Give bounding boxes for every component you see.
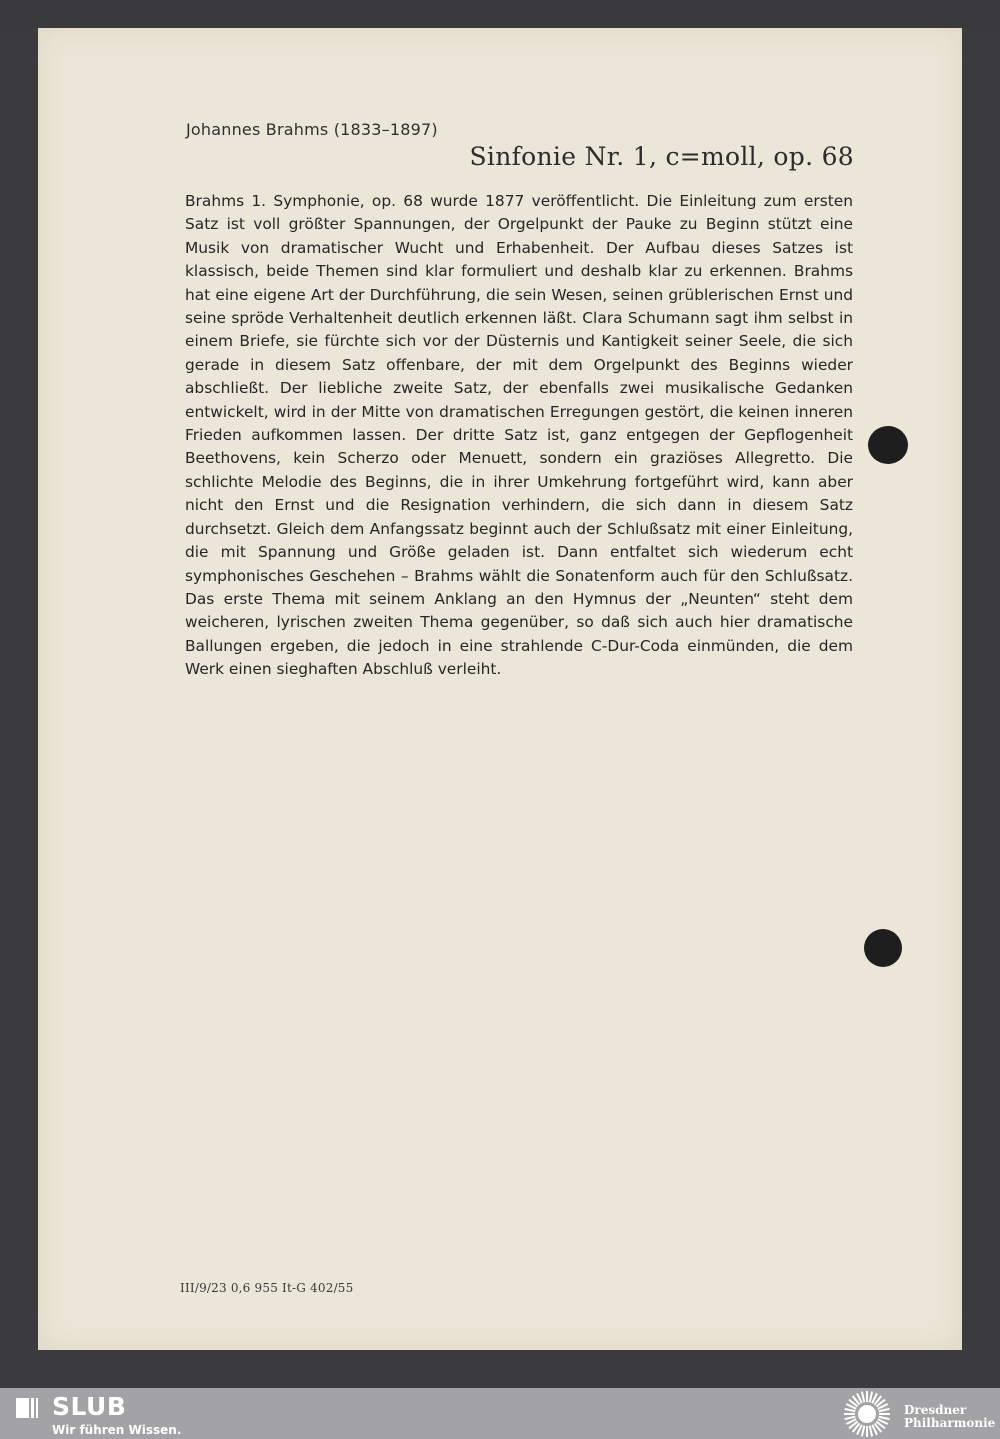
philharmonie-name-line2: Philharmonie [904, 1416, 996, 1430]
punch-hole [868, 426, 908, 464]
work-title: Sinfonie Nr. 1, c=moll, op. 68 [469, 142, 854, 171]
footer-bar [0, 1388, 1000, 1439]
philharmonie-name-line1: Dresdner [904, 1403, 967, 1417]
program-note-text: Brahms 1. Symphonie, op. 68 wurde 1877 veröffentlicht. Die Einleitung zum ersten Satz ist voll größter Spannungen, der Orgelpunkt der Pauke zu Beginn stützt eine Musik von dramatischer Wucht und Erhabenheit. Der Aufbau dieses Satzes ist klassisch, beide Themen sind klar formuliert und deshalb klar zu erkennen. Brahms hat eine eigene Art der Durchführung, die sein Wesen, seinen grüblerischen Ernst und seine spröde Verhaltenheit deutlich erkennen läßt. Clara Schumann sagt ihm selbst in einem Briefe, sie fürchte sich vor der Düsternis und Kantigkeit seiner Seele, die sich gerade in diesem Satz offenbare, der mit dem Orgelpunkt des Beginns wieder abschließt. Der liebliche zweite Satz, der ebenfalls zwei musikalische Gedanken entwickelt, wird in der Mitte von dramatischen Erregungen gestört, die keinen inneren Frieden aufkommen lassen. Der dritte Satz ist, ganz entgegen der Gepflogenheit Beethovens, kein Scherzo oder Menuett, sondern ein graziöses Allegretto. Die schlichte Melodie des Beginns, die in ihrer Umkehrung fortgeführt wird, kann aber nicht den Ernst und die Resignation verhindern, die sich dann in diesem Satz durchsetzt. Gleich dem Anfangssatz beginnt auch der Schlußsatz mit einer Einleitung, die mit Spannung und Größe geladen ist. Dann entfaltet sich wiederum echt symphonisches Geschehen – Brahms wählt die Sonatenform auch für den Schlußsatz. Das erste Thema mit seinem Anklang an den Hymnus der „Neunten“ steht dem weicheren, lyrischen zweiten Thema gegenüber, so daß sich auch hier dramatische Ballungen ergeben, die jedoch in eine strahlende C-Dur-Coda einmünden, die dem Werk einen sieghaften Abschluß verleiht. [185, 192, 853, 679]
document-page [38, 28, 962, 1350]
slub-logo-text[interactable]: SLUB [52, 1392, 127, 1421]
composer-heading: Johannes Brahms (1833–1897) [186, 120, 438, 139]
slub-tagline: Wir führen Wissen. [52, 1423, 182, 1437]
scan-background-top [0, 0, 1000, 28]
book-icon [14, 1395, 40, 1421]
philharmonie-logo-text[interactable] [904, 1404, 995, 1430]
punch-hole [864, 929, 902, 967]
print-code: III/9/23 0,6 955 It-G 402/55 [180, 1281, 354, 1295]
sunburst-icon[interactable] [842, 1390, 892, 1438]
